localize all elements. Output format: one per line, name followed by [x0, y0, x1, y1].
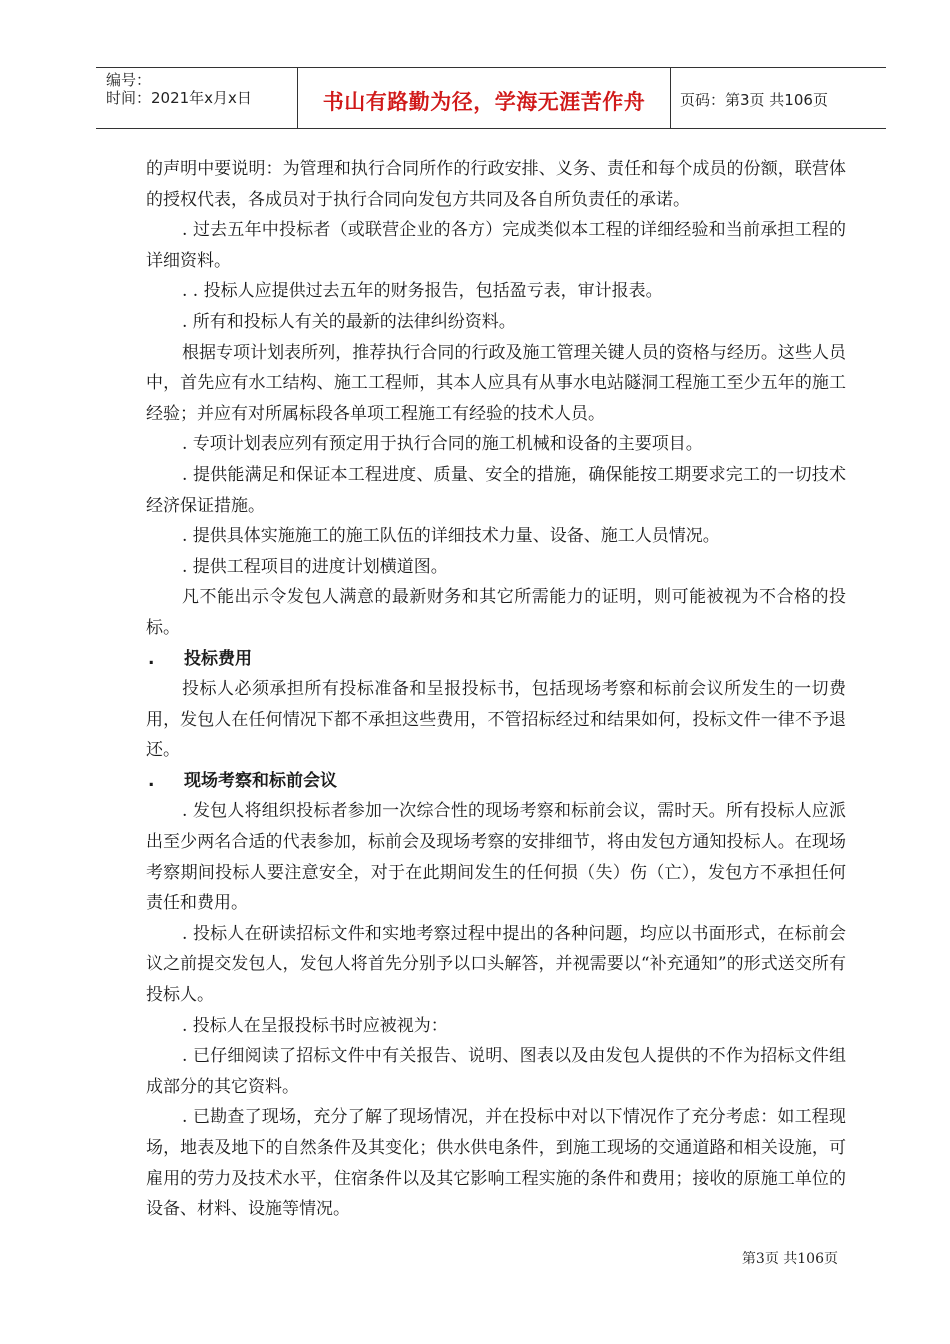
body-paragraph: . 所有和投标人有关的最新的法律纠纷资料。	[182, 311, 516, 332]
body-paragraph: . 专项计划表应列有预定用于执行合同的施工机械和设备的主要项目。	[182, 434, 703, 455]
body-paragraph: 根据专项计划表所列，推荐执行合同的行政及施工管理关键人员的资格与经历。这些人员中，首先应有水工结构、施工工程师，其本人应具有从事水电站隧洞工程施工至少五年的施工经验；并应有对所属标段各单项工程施工有经验的技术人员。	[146, 342, 846, 424]
header-motto: 书山有路勤为径，学海无涯苦作舟	[322, 90, 646, 114]
document-body	[146, 154, 846, 1225]
header-meta	[106, 71, 252, 107]
body-paragraph: 的声明中要说明：为管理和执行合同所作的行政安排、义务、责任和每个成员的份额，联营体的授权代表，各成员对于执行合同向发包方共同及各自所负责任的承诺。	[146, 159, 846, 210]
header-time-label: 时间：2021年x月x日	[106, 89, 252, 107]
section-heading-title: 现场考察和标前会议	[184, 770, 337, 791]
body-paragraph: . 提供工程项目的进度计划横道图。	[182, 556, 448, 577]
header-page-code: 页码：第3页 共106页	[680, 91, 828, 109]
section-heading-dot: .	[148, 648, 155, 669]
section-heading-dot: .	[148, 770, 155, 791]
body-paragraph: . 过去五年中投标者（或联营企业的各方）完成类似本工程的详细经验和当前承担工程的详细资料。	[146, 220, 846, 271]
body-paragraph: . 提供具体实施施工的施工队伍的详细技术力量、设备、施工人员情况。	[182, 526, 720, 547]
section-heading-site-visit	[146, 766, 846, 797]
section-heading-title: 投标费用	[184, 648, 252, 669]
page-header	[96, 67, 886, 129]
body-paragraph: . 投标人在呈报投标书时应被视为：	[182, 1015, 448, 1036]
header-code-label: 编号：	[106, 71, 152, 89]
body-paragraph: 凡不能出示令发包人满意的最新财务和其它所需能力的证明，则可能被视为不合格的投标。	[146, 587, 846, 638]
body-paragraph: . 提供能满足和保证本工程进度、质量、安全的措施，确保能按工期要求完工的一切技术经济保证措施。	[146, 464, 846, 516]
header-divider-right	[670, 68, 671, 128]
body-paragraph: . 已勘查了现场，充分了解了现场情况，并在投标中对以下情况作了充分考虑：如工程现场，地表及地下的自然条件及其变化；供水供电条件，到施工现场的交通道路和相关设施，可雇用的劳力及技术水平，住宿条件以及其它影响工程实施的条件和费用；接收的原施工单位的设备、材料、设施等情况。	[146, 1107, 846, 1220]
section-heading-bid-cost	[146, 644, 846, 675]
page-footer-number: 第3页 共106页	[741, 1251, 838, 1267]
body-paragraph: . . 投标人应提供过去五年的财务报告，包括盈亏表，审计报表。	[182, 281, 663, 302]
body-paragraph: . 投标人在研读招标文件和实地考察过程中提出的各种问题，均应以书面形式，在标前会议之前提交发包人，发包人将首先分别予以口头解答，并视需要以“补充通知”的形式送交所有投标人。	[146, 923, 846, 1006]
body-paragraph: . 已仔细阅读了招标文件中有关报告、说明、图表以及由发包人提供的不作为招标文件组成部分的其它资料。	[146, 1046, 846, 1097]
body-paragraph: . 发包人将组织投标者参加一次综合性的现场考察和标前会议，需时天。所有投标人应派出至少两名合适的代表参加，标前会及现场考察的安排细节，将由发包方通知投标人。在现场考察期间投标人要注意安全，对于在此期间发生的任何损（失）伤（亡），发包方不承担任何责任和费用。	[146, 801, 846, 914]
body-paragraph: 投标人必须承担所有投标准备和呈报投标书，包括现场考察和标前会议所发生的一切费用，发包人在任何情况下都不承担这些费用，不管招标经过和结果如何，投标文件一律不予退还。	[146, 679, 846, 761]
